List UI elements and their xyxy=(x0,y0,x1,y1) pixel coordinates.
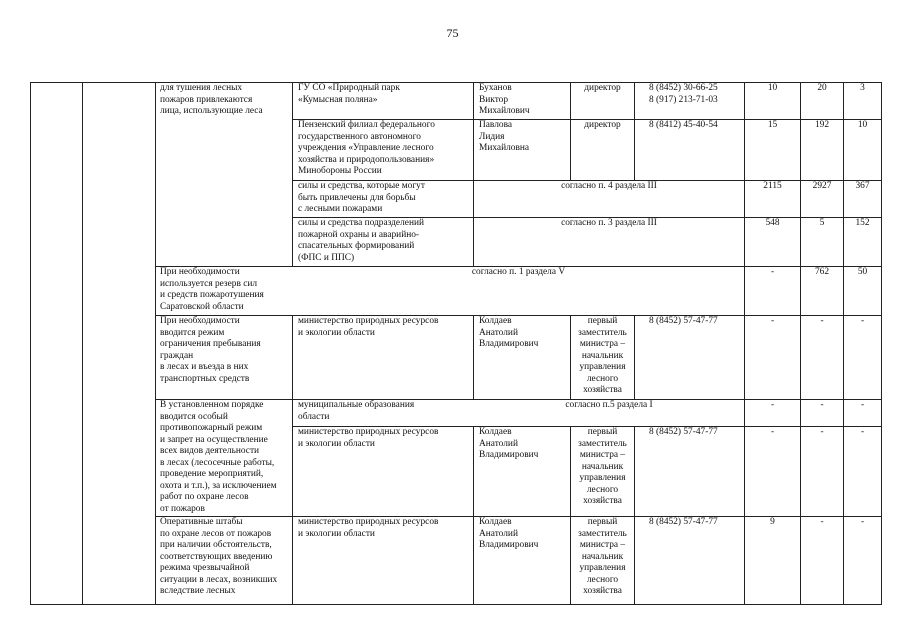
value-cell-1: 10 xyxy=(767,83,778,93)
value-cell-3: 10 xyxy=(857,120,868,130)
value-cell-1: - xyxy=(770,267,775,277)
col-line xyxy=(473,82,474,266)
organization-cell: министерство природных ресурсов и экологии области xyxy=(298,517,439,539)
reference-cell: согласно п. 3 раздела III xyxy=(561,218,657,228)
value-cell-1: 15 xyxy=(767,120,778,130)
col-line xyxy=(82,82,83,605)
col-line xyxy=(473,426,474,605)
reference-cell: согласно п.5 раздела I xyxy=(565,400,653,410)
value-cell-3: - xyxy=(860,517,865,527)
col-line xyxy=(30,82,31,605)
col-line xyxy=(292,82,293,266)
value-cell-1: 9 xyxy=(770,517,775,527)
value-cell-1: - xyxy=(770,400,775,410)
col-line xyxy=(570,82,571,181)
value-cell-1: - xyxy=(770,427,775,437)
value-cell-2: 5 xyxy=(819,218,825,228)
value-cell-3: 367 xyxy=(855,181,870,191)
position-cell: директор xyxy=(584,120,621,130)
person-cell: Колдаев Анатолий Владимирович xyxy=(479,427,539,460)
col-line xyxy=(634,426,635,605)
organization-cell: ГУ СО «Природный парк «Кумысная поляна» xyxy=(298,83,400,105)
col-line xyxy=(292,315,293,605)
reference-cell: согласно п. 1 раздела V xyxy=(471,267,566,277)
value-cell-1: 548 xyxy=(765,218,780,228)
person-cell: Колдаев Анатолий Владимирович xyxy=(479,517,539,550)
value-cell-2: - xyxy=(820,316,824,326)
row-description: В установленном порядке вводится особый противопожарный режим и запрет на осуществление всех видов деятельности в лесах (лесосечные работы, проведение мероприятий, охота и т.п.), за исключением работ по охране лесов от пожаров xyxy=(160,400,277,514)
person-cell: Буханов Виктор Михайлович xyxy=(479,83,530,116)
phone-cell: 8 (8452) 57-47-77 xyxy=(649,517,718,527)
row-description: При необходимости вводится режим ограничения пребывания граждан в лесах и въезда в них транспортных средств xyxy=(160,316,261,384)
organization-cell: муниципальные образования области xyxy=(298,400,415,422)
phone-cell: 8 (8452) 30-66-25 8 (917) 213-71-03 xyxy=(649,83,718,105)
value-cell-2: 2927 xyxy=(812,181,832,191)
row-description: Оперативные штабы по охране лесов от пожаров при наличии обстоятельств, соответствующих введению режима чрезвычайной ситуации в лесах, возникших вследствие лесных xyxy=(160,517,278,596)
value-cell-3: 152 xyxy=(855,218,870,228)
row-line xyxy=(30,604,882,605)
organization-cell: силы и средства, которые могут быть привлечены для борьбы с лесными пожарами xyxy=(298,181,425,214)
position-cell: первый заместитель министра – начальник управления лесного хозяйства xyxy=(578,427,627,506)
organization-cell: министерство природных ресурсов и экологии области xyxy=(298,427,439,449)
position-cell: первый заместитель министра – начальник управления лесного хозяйства xyxy=(578,517,627,596)
value-cell-2: 762 xyxy=(814,267,830,277)
organization-cell: Пензенский филиал федерального государственного автономного учреждения «Управление лесного хозяйства и природопользования» Минобороны России xyxy=(298,120,435,176)
value-cell-2: 20 xyxy=(817,83,827,93)
position-cell: первый заместитель министра – начальник управления лесного хозяйства xyxy=(578,316,627,395)
row-description: При необходимости используется резерв сил и средств пожаротушения Саратовской области xyxy=(160,267,264,312)
col-line xyxy=(634,82,635,181)
phone-cell: 8 (8452) 57-47-77 xyxy=(649,316,718,326)
reference-cell: согласно п. 4 раздела III xyxy=(561,181,657,191)
person-cell: Павлова Лидия Михайловна xyxy=(479,120,530,153)
col-line xyxy=(634,315,635,399)
col-line xyxy=(881,82,882,605)
value-cell-3: 3 xyxy=(860,83,865,93)
value-cell-3: - xyxy=(860,427,865,437)
value-cell-3: - xyxy=(860,400,865,410)
value-cell-2: - xyxy=(820,517,824,527)
col-line xyxy=(155,82,156,605)
organization-cell: министерство природных ресурсов и экологии области xyxy=(298,316,439,338)
value-cell-3: 50 xyxy=(857,267,868,277)
row-description: для тушения лесных пожаров привлекаются лица, использующие леса xyxy=(160,83,263,116)
value-cell-1: 2115 xyxy=(763,181,782,191)
organization-cell: силы и средства подразделений пожарной охраны и аварийно- спасательных формирований (ФПС и ППС) xyxy=(298,218,424,263)
value-cell-2: - xyxy=(820,427,824,437)
value-cell-2: 192 xyxy=(814,120,830,130)
value-cell-3: - xyxy=(860,316,865,326)
col-line xyxy=(473,315,474,399)
person-cell: Колдаев Анатолий Владимирович xyxy=(479,316,539,349)
value-cell-1: - xyxy=(770,316,775,326)
phone-cell: 8 (8452) 57-47-77 xyxy=(649,427,718,437)
position-cell: директор xyxy=(584,83,621,93)
page-number: 75 xyxy=(446,26,459,40)
value-cell-2: - xyxy=(820,400,824,410)
phone-cell: 8 (8412) 45-40-54 xyxy=(649,120,718,130)
